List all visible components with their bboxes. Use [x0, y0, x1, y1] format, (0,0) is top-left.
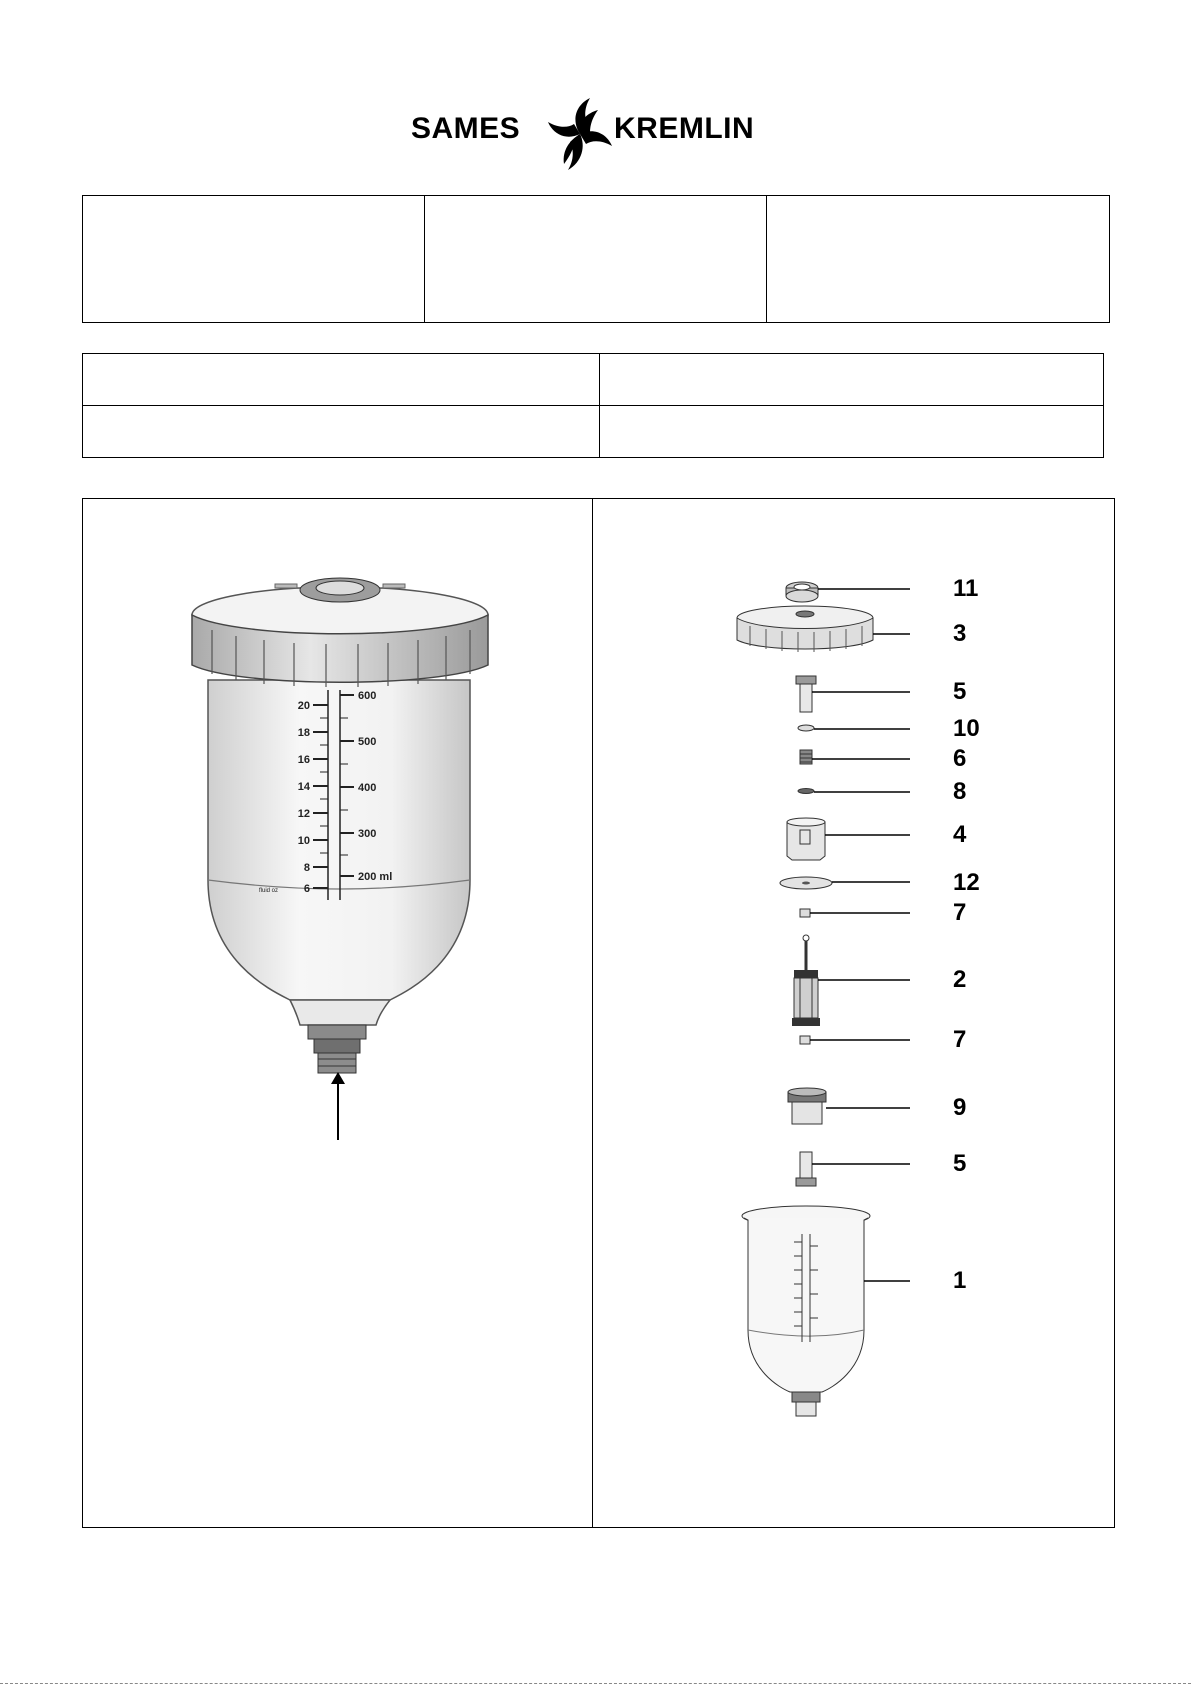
callout-label: 5: [953, 1150, 967, 1177]
info-cell: [92, 205, 412, 313]
swirl-logo-icon: [542, 92, 618, 176]
table-divider: [599, 353, 600, 458]
callout-label: 12: [953, 869, 980, 896]
ml-tick-label: 200 ml: [358, 871, 393, 883]
part-valve-body: [788, 1088, 826, 1124]
info-cell: [609, 360, 1099, 398]
part-lid: [737, 606, 873, 652]
part-o-ring: [798, 789, 814, 794]
callout-label: 10: [953, 715, 980, 742]
callout-label: 7: [953, 1026, 967, 1053]
oz-tick-label: 14: [297, 781, 310, 793]
info-cell: [776, 205, 1096, 313]
callout-label: 1: [953, 1267, 967, 1294]
info-cell: [434, 205, 754, 313]
part-seal-ring: [786, 582, 818, 602]
part-disc: [780, 877, 832, 889]
exploded-parts-illustration: [720, 570, 910, 1430]
ml-tick-label: 400: [358, 782, 377, 794]
oz-tick-label: 16: [297, 754, 310, 766]
info-cell: [609, 412, 1099, 450]
callout-label: 8: [953, 778, 967, 805]
oz-tick-label: 10: [297, 835, 310, 847]
page-bottom-border: [0, 1683, 1191, 1684]
oz-tick-label: 12: [297, 808, 310, 820]
part-spring: [800, 750, 812, 764]
ml-tick-label: 300: [358, 828, 377, 840]
callout-label: 11: [953, 575, 979, 602]
figure-divider: [592, 498, 593, 1528]
oz-tick-label: 6: [303, 883, 310, 895]
part-sleeve: [787, 818, 825, 860]
ml-tick-label: 600: [358, 690, 377, 702]
ml-tick-label: 500: [358, 736, 377, 748]
logo-right-word: KREMLIN: [614, 112, 755, 145]
info-cell: [92, 360, 592, 398]
table-divider: [424, 195, 425, 323]
part-cup-body: [742, 1206, 870, 1416]
callout-label: 9: [953, 1094, 967, 1121]
callout-label: 6: [953, 745, 967, 772]
part-nut-lower: [800, 1036, 810, 1044]
callout-label: 2: [953, 966, 967, 993]
callout-label: 4: [953, 821, 967, 848]
part-washer: [798, 725, 814, 731]
callout-label: 5: [953, 678, 967, 705]
logo-left-word: SAMES: [411, 112, 521, 145]
callout-label: 3: [953, 620, 967, 647]
oz-tick-label: 20: [297, 700, 310, 712]
assembled-cup-illustration: [180, 570, 500, 1150]
oz-tick-label: 8: [303, 862, 310, 874]
oz-tick-label: 18: [297, 727, 310, 739]
part-screw-bottom: [796, 1152, 816, 1186]
part-screw-top: [796, 676, 816, 712]
info-cell: [92, 412, 592, 450]
table-divider: [766, 195, 767, 323]
table-divider: [82, 405, 1104, 406]
part-nut-upper: [800, 909, 810, 917]
callout-label: 7: [953, 899, 967, 926]
up-arrow-icon: [326, 1072, 350, 1142]
oz-unit-label: fluid oz: [258, 888, 278, 894]
part-filter: [792, 935, 820, 1026]
